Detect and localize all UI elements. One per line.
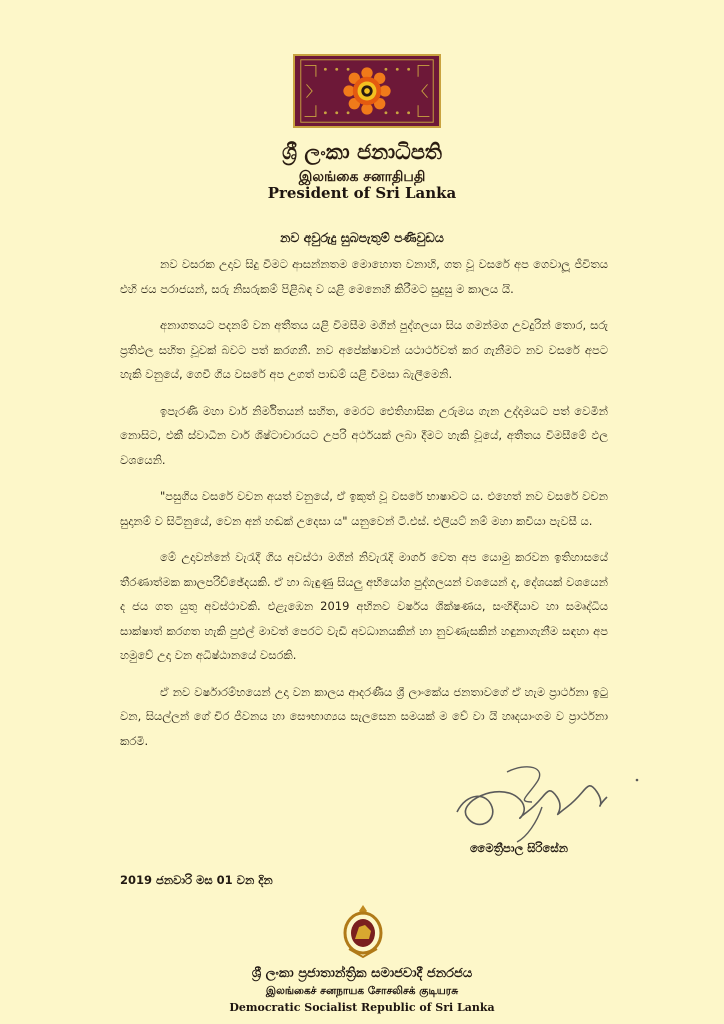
signature-mark <box>447 752 647 852</box>
paragraph: මේ උදාවන්නේ වැරැදී ගිය අවස්ථා මගින් නිවැරැදි මාර්ග වෙත අප යොමු කරවන ඉතිහාසයේ තීරණාත්මක කාලපරිච්ඡේදයකි. ඒ හා බැඳුණු සියලු අභියෝග පුද්ගලයන් වශයෙන් ද, දේශයක් වශයෙන් ද ජය ගත යුතු අවස්ථාවකි. එළැඹෙන 2019 අභිනව වර්ෂය ශික්ෂණය, සංහිඳියාව හා සමෘද්ධිය සාක්ෂාත් කරගත හැකි පුළුල් මාවත් පෙරට වැඩි අවධානයකින් හා නුවණැසකින් හඳුනාගැනීම සඳහා අප හමුවේ උදා වන අධිෂ්ඨානයේ වසරකි. <box>120 550 608 662</box>
header-title-tamil: இலங்கை சனாதிபதி <box>298 169 426 185</box>
paragraph: ඉපැරණි මහා වාර් නිර්මිතයන් සහිත, මෙරට ඓතිහාසික උරුමය ගැන උද්දාමයට පත් වෙමින් නොසිට, එකී ස්වාධීන වාර් ශිෂ්ටාචාරයට උපරි අර්ථයක් ලබා දීමට හැකි වූයේ, අතීතය විමසීමේ ඵල වශයෙනි. <box>120 403 608 467</box>
letter-title: නව අවුරුදු සුබපැතුම් පණිවුඩය <box>280 230 444 245</box>
paragraph: "පසුගිය වසරේ වචන අයත් වනුයේ, ඒ ඉකුත් වූ වසරේ භාෂාවට ය. එහෙත් නව වසරේ වචන සුදානම් ව සිටිනුයේ, වෙන අන් හඬක් උදෙසා ය" යනුවෙන් ටී.එස්. එලියට් නම් මහා කවියා පැවසී ය. <box>120 489 608 528</box>
footer-line-english: Democratic Socialist Republic of Sri Lanka <box>229 1001 495 1014</box>
footer-line-sinhala: ශ්‍රී ලංකා ප්‍රජාතාන්ත්‍රික සමාජවාදී ජනරජය <box>251 966 473 981</box>
paragraph: ඒ නව වර්ෂාරම්භයෙන් උදා වන කාලය ආදරණීය ශ්‍රී ලාංකේය ජනතාවගේ ඒ හැම ප්‍රාර්ථනා ඉටු වන, සියල්ලන් ගේ චිර ජීවනය හා සෞභාග්‍යය සැලසෙන සමයක් ම වේ වා යි හෘදයාංගම ව ප්‍රාර්ථනා කරමි. <box>120 684 608 748</box>
header-title-english: President of Sri Lanka <box>267 184 457 202</box>
letter-date: 2019 ජනවාරි මස 01 වන දින <box>120 873 273 887</box>
paragraph: අනාගතයට පදනම් වන අතීතය යළි විමසීම මගින් පුද්ගලයා සිය ගමන්මග උවදුරින් තොර, සරු ප්‍රතිඵල සහිත වූවක් බවට පත් කරගනී. නව අපේක්ෂාවන් යථාර්ථවත් කර ගැනීමට නව වසරේ අපට හැකි වනුයේ, ගෙවී ගිය වසරේ අප උගත් පාඩම් යළි විමසා බැලීමෙනි. <box>120 318 608 381</box>
letter-body <box>120 252 608 765</box>
paragraph: නව වසරක උදාව සිදු වීමට ආසන්නතම මොහොත වනාහි, ගත වූ වසරේ අප ගෙවාලූ ජීවිතය එහි ජය පරාජයන්, සරු නිසරුකම් පිළිබඳ ව යළි මෙනෙහි කිරීමට සුදුසු ම කාලය යි. <box>120 257 608 296</box>
signer-name: මෛත්‍රීපාල සිරිසේන <box>470 841 568 855</box>
national-emblem-icon <box>341 903 385 959</box>
footer-line-tamil: இலங்கைச் சனநாயக சோசலிசக் குடியரசு <box>265 985 459 997</box>
presidential-emblem-icon <box>293 54 441 128</box>
header-title-sinhala: ශ්‍රී ලංකා ජනාධිපති <box>282 140 442 164</box>
